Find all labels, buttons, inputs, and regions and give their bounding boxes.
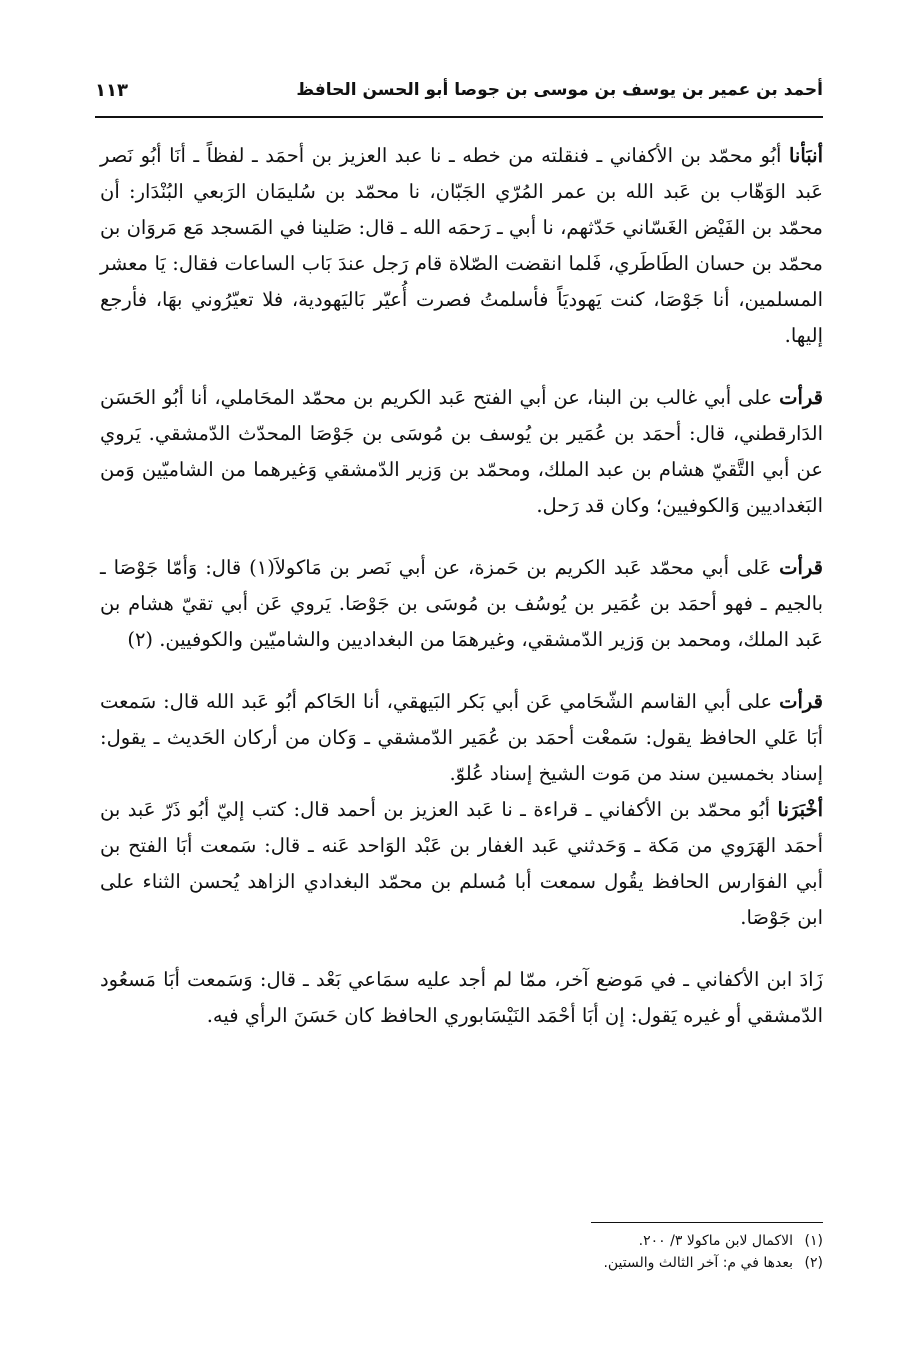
paragraph-text: أبُو محمّد بن الأكفاني ـ قراءة ـ نا عَبد العزيز بن أحمد قال: كتب إليّ أبُو ذَرّ عَبد بن أحمَد الهَرَوي من مَكة ـ وَحَدثني عَبد الغفار بن عَبْد الوَاحد عَنه ـ قال: سَمعت أبَا الفتح بن أبي الفوَارس الحافظ يقُول سمعت أبا مُسلم بن محمّد البغدادي الزاهد يُحسن الثناء على ابن جَوْصَا. (100, 798, 823, 929)
paragraph-keyword: قرأت (779, 690, 823, 713)
paragraph-keyword: أخْبَرَنا (777, 798, 823, 821)
page-header (95, 78, 823, 118)
paragraph-text: أبُو محمّد بن الأكفاني ـ فنقلته من خطه ـ نا عبد العزيز بن أحمَد ـ لفظاً ـ أنَا أبُو نَصر عَبد الوَهّاب بن عَبد الله بن عمر المُرّي الجَبّان، نا محمّد بن سُليمَان الرَبعي البُنْدَار: أن محمّد بن الفَيْض الغَسّاني حَدّثهم، نا أبي ـ رَحمَه الله ـ قال: صَلينا في المَسجد مَع مَروَان بن محمّد بن حسان الطَاطَري، فَلما انقضت الصّلاة قام رَجل عندَ بَاب الساعات فقال: يَا معشر المسلمين، أنا جَوْصَا، كنت يَهوديَاً فأسلمتُ فصرت أُعيّر بَاليَهودية، فلا تعيّرُوني بهَا، فأرجع إليها. (100, 144, 823, 347)
paragraph (100, 550, 823, 658)
paragraph-text: عَلى أبي محمّد عَبد الكريم بن حَمزة، عن أبي نَصر بن مَاكولاَ(١) قال: وَأمّا جَوْصَا ـ بالجيم ـ فهو أحمَد بن عُمَير بن يُوسُف بن مُوسَى بن جَوْصَا. يَروي عَن أبي تقيّ هشام بن عَبد الملك، ومحمد بن وَزير الدّمشقي، وغيرهمَا من البغداديين والشاميّين والكوفيين. (٢) (100, 556, 823, 651)
footnote-number: (١) (804, 1233, 823, 1249)
running-title: أحمد بن عمير بن يوسف بن موسى بن جوصا أبو الحسن الحافظ (296, 80, 823, 100)
main-text (100, 138, 823, 1034)
paragraph-text: على أبي القاسم الشّحَامي عَن أبي بَكر البَيهقي، أنا الحَاكم أبُو عَبد الله قال: سَمعت أبَا عَلي الحافظ يقول: سَمعْت أحمَد بن عُمَير الدّمشقي ـ وَكان من أركان الحَديث ـ يقول: إسناد بخمسين سند من مَوت الشيخ إسناد عُلوّ. (100, 690, 823, 785)
paragraph (100, 962, 823, 1034)
paragraph-keyword: قرأت (779, 386, 823, 409)
footnote-text: بعدها في م: آخر الثالث والستين. (603, 1255, 793, 1271)
paragraph (100, 792, 823, 936)
footnotes (100, 1230, 823, 1274)
page-number: ١١٣ (95, 80, 128, 101)
paragraph-keyword: أنبَأنا (788, 144, 823, 167)
paragraph (100, 138, 823, 354)
paragraph-keyword: قرأت (779, 556, 823, 579)
footnote (100, 1230, 823, 1252)
paragraph (100, 684, 823, 792)
footnote-text: الاكمال لابن ماكولا ٣/ ٢٠٠. (638, 1233, 793, 1249)
header-rule (95, 116, 823, 118)
paragraph (100, 380, 823, 524)
footnote (100, 1252, 823, 1274)
footnote-number: (٢) (804, 1255, 823, 1271)
footnote-rule (591, 1222, 823, 1223)
paragraph-text: زَادَ ابن الأكفاني ـ في مَوضع آخر، ممّا لم أجد عليه سمَاعي بَعْد ـ قال: وَسَمعت أبَا مَسعُود الدّمشقي أو غيره يَقول: إن أبَا أحْمَد النَيْسَابوري الحافظ كان حَسَنَ الرأي فيه. (100, 968, 823, 1027)
paragraph-text: على أبي غالب بن البنا، عن أبي الفتح عَبد الكريم بن محمّد المحَاملي، أنا أبُو الحَسَن الدَارقطني، قال: أحمَد بن عُمَير بن يُوسف بن مُوسَى بن جَوْصَا المحدّث الدّمشقي. يَروي عن أبي التَّقيّ هشام بن عبد الملك، ومحمّد بن وَزير الدّمشقي وَغيرهما من الشاميّين وَمن البَغداديين وَالكوفيين؛ وكان قد رَحل. (100, 386, 823, 517)
